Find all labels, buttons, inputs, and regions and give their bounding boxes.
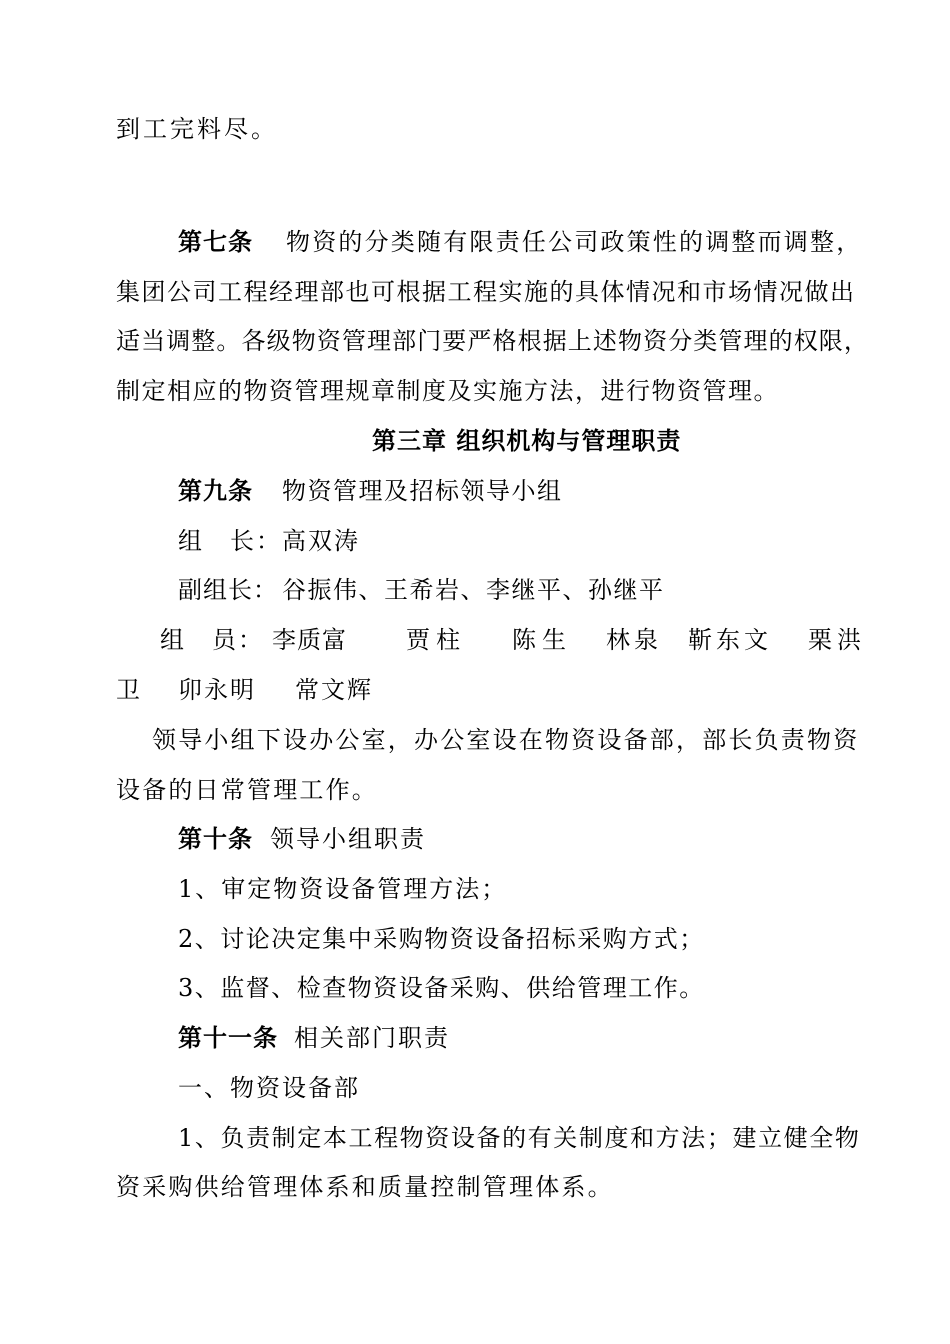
deputy-label: 副组长： [178, 576, 278, 604]
text-line: 领导小组职责 [270, 825, 426, 853]
member-name: 常文辉 [295, 676, 373, 704]
text-line: 到工完料尽。 [116, 115, 278, 143]
list-item: 2、讨论决定集中采购物资设备招标采购方式； [178, 925, 705, 953]
article-7-heading: 第七条 [178, 227, 253, 256]
member-name: 靳东文 [688, 626, 772, 654]
list-item: 1、负责制定本工程物资设备的有关制度和方法；建立健全物 [178, 1124, 861, 1152]
member-name: 卫 [116, 676, 143, 704]
member-name: 林泉 [606, 626, 662, 654]
member-name: 陈生 [512, 626, 572, 654]
chapter-3-title: 第三章 组织机构与管理职责 [372, 426, 682, 455]
leader-label: 组 长： [178, 527, 282, 555]
member-name: 卯永明 [178, 676, 256, 704]
member-name: 贾柱 [406, 626, 466, 654]
text-line: 制定相应的物资管理规章制度及实施方法，进行物资管理。 [116, 377, 779, 405]
article-11-heading: 第十一条 [178, 1023, 278, 1052]
member-name: 栗洪 [808, 626, 866, 654]
article-9-heading: 第九条 [178, 476, 253, 505]
member-name: 李质富 [272, 626, 347, 654]
text-line: 物资的分类随有限责任公司政策性的调整而调整， [286, 228, 863, 256]
list-item: 3、监督、检查物资设备采购、供给管理工作。 [178, 974, 705, 1002]
deputy-names: 谷振伟、王希岩、李继平、孙继平 [282, 576, 665, 604]
section-heading: 一、物资设备部 [178, 1074, 360, 1102]
list-item: 1、审定物资设备管理方法； [178, 875, 508, 903]
text-line: 领导小组下设办公室，办公室设在物资设备部，部长负责物资 [152, 726, 860, 754]
leader-name: 高双涛 [282, 527, 360, 555]
text-line: 设备的日常管理工作。 [116, 776, 378, 804]
text-line: 适当调整。各级物资管理部门要严格根据上述物资分类管理的权限， [116, 327, 869, 355]
members-label: 组 员： [160, 626, 264, 654]
text-line: 相关部门职责 [294, 1024, 450, 1052]
article-10-heading: 第十条 [178, 824, 253, 853]
text-line: 集团公司工程经理部也可根据工程实施的具体情况和市场情况做出 [116, 278, 856, 306]
text-line: 资采购供给管理体系和质量控制管理体系。 [116, 1173, 614, 1201]
text-line: 物资管理及招标领导小组 [282, 477, 563, 505]
